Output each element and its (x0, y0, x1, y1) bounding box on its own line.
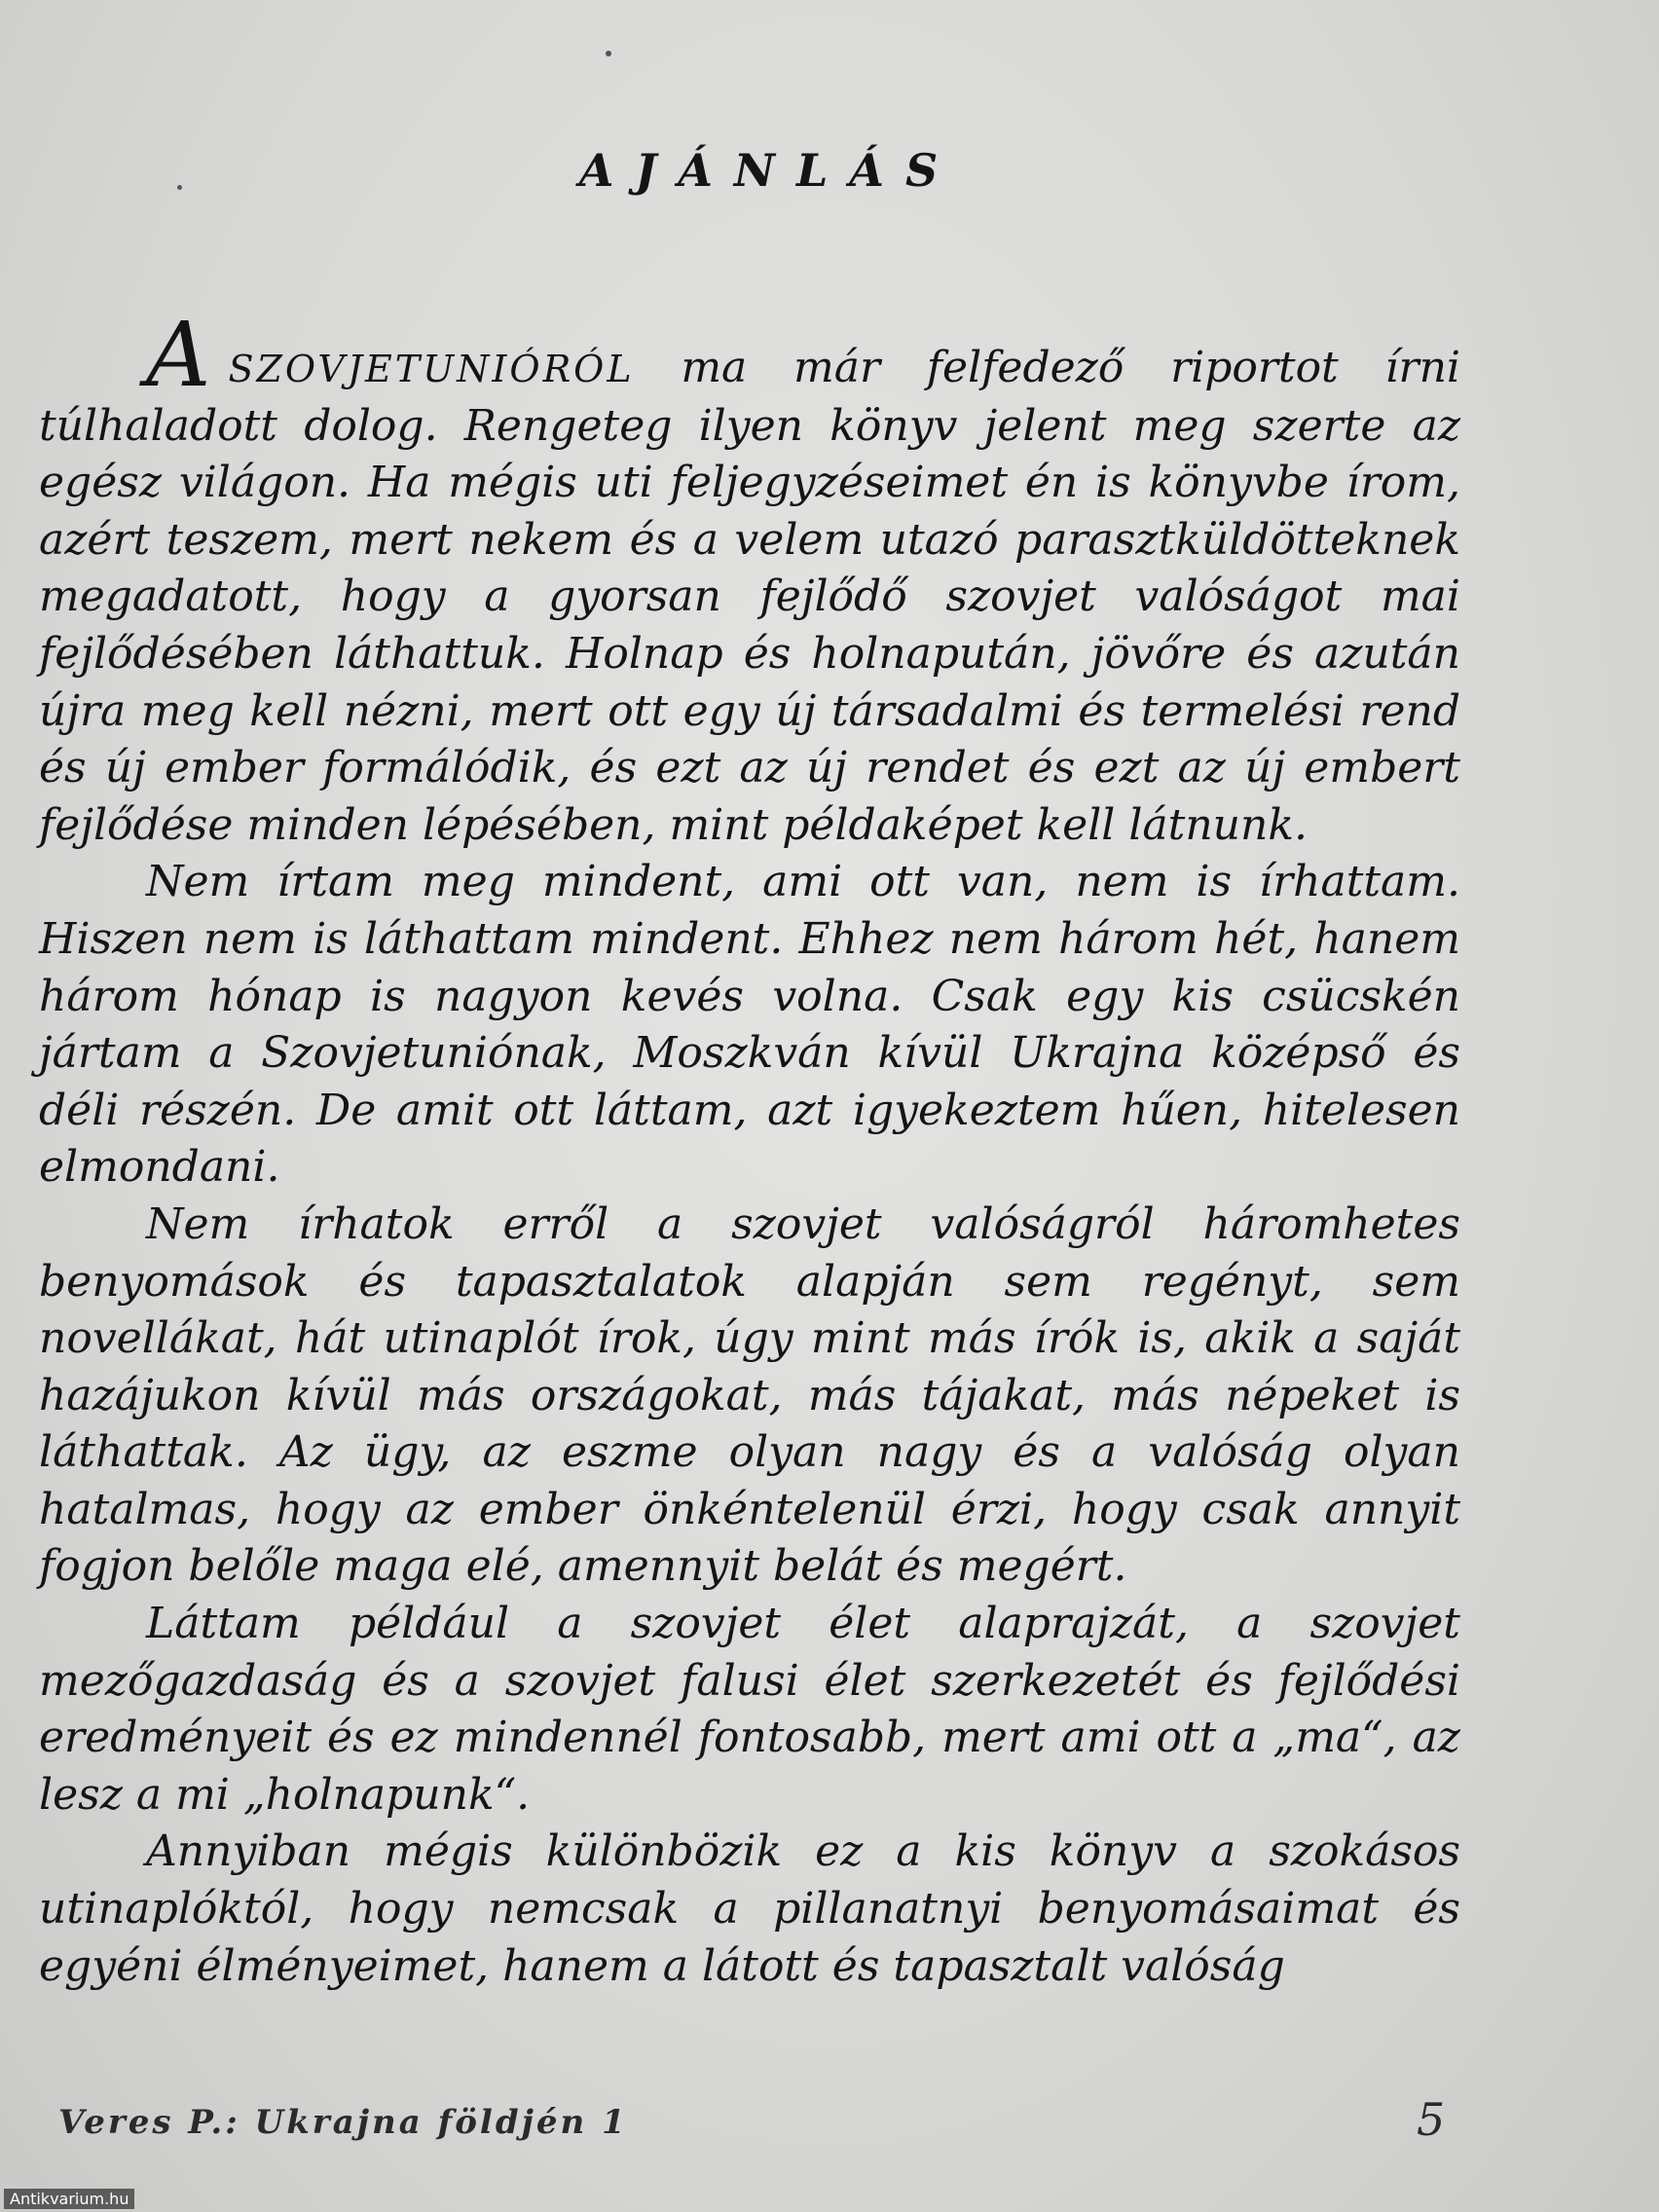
paragraph-4: Láttam például a szovjet élet alaprajzát, a szovjet mezőgazdaság és a szovjet falusi élet szerkezetét és fejlődési eredményeit és ez mindennél fontosabb, mert ami ott a „ma“, az lesz a mi „holnapunk“. (39, 1599, 1460, 1820)
paragraph-5: Annyiban mégis különbözik ez a kis könyv a szokásos utinaplóktól, hogy nemcsak a pillanatnyi benyomásaimat és egyéni élményeimet, hanem a látott és tapasztalt valóság (39, 1826, 1460, 1991)
paragraph-1 (39, 303, 1460, 854)
watermark: Antikvarium.hu (4, 2189, 134, 2209)
paragraph-2: Nem írtam meg mindent, ami ott van, nem is írhattam. Hiszen nem is láthattam mindent. Ehhez nem három hét, hanem három hónap is nagyon kevés volna. Csak egy kis csücskén jártam a Szovjetuniónak, Moszkván kívül Ukrajna középső és déli részén. De amit ott láttam, azt igyekeztem hűen, hitelesen elmondani. (39, 857, 1460, 1193)
signature-mark: Veres P.: Ukrajna földjén 1 (58, 2103, 628, 2142)
ink-speck (606, 51, 611, 56)
page-number: 5 (1417, 2093, 1446, 2146)
opening-word: SZOVJETUNIÓRÓL (228, 348, 635, 390)
paragraph-1-text: ma már felfedező riportot írni túlhaladott dolog. Rengeteg ilyen könyv jelent meg szerte az egész világon. Ha mégis uti feljegyzéseimet én is könyvbe írom, azért teszem, mert nekem és a velem utazó parasztküldötteknek megadatott, hogy a gyorsan fejlődő szovjet valóságot mai fejlődésében láthattuk. Holnap és holnapután, jövőre és azután újra meg kell nézni, mert ott egy új társadalmi és termelési rend és új ember formálódik, és ezt az új rendet és ezt az új embert fejlődése minden lépésében, mint példaképet kell látnunk. (39, 343, 1460, 850)
page-title: AJÁNLÁS (578, 144, 960, 197)
paragraph-3: Nem írhatok erről a szovjet valóságról háromhetes benyomások és tapasztalatok alapján sem regényt, sem novellákat, hát utinaplót írok, úgy mint más írók is, akik a saját hazájukon kívül más országokat, más tájakat, más népeket is láthattak. Az ügy, az eszme olyan nagy és a valóság olyan hatalmas, hogy az ember önkéntelenül érzi, hogy csak annyit fogjon belőle maga elé, amennyit belát és megért. (39, 1198, 1460, 1592)
drop-cap: A (146, 303, 211, 407)
body-text (39, 303, 1460, 1995)
